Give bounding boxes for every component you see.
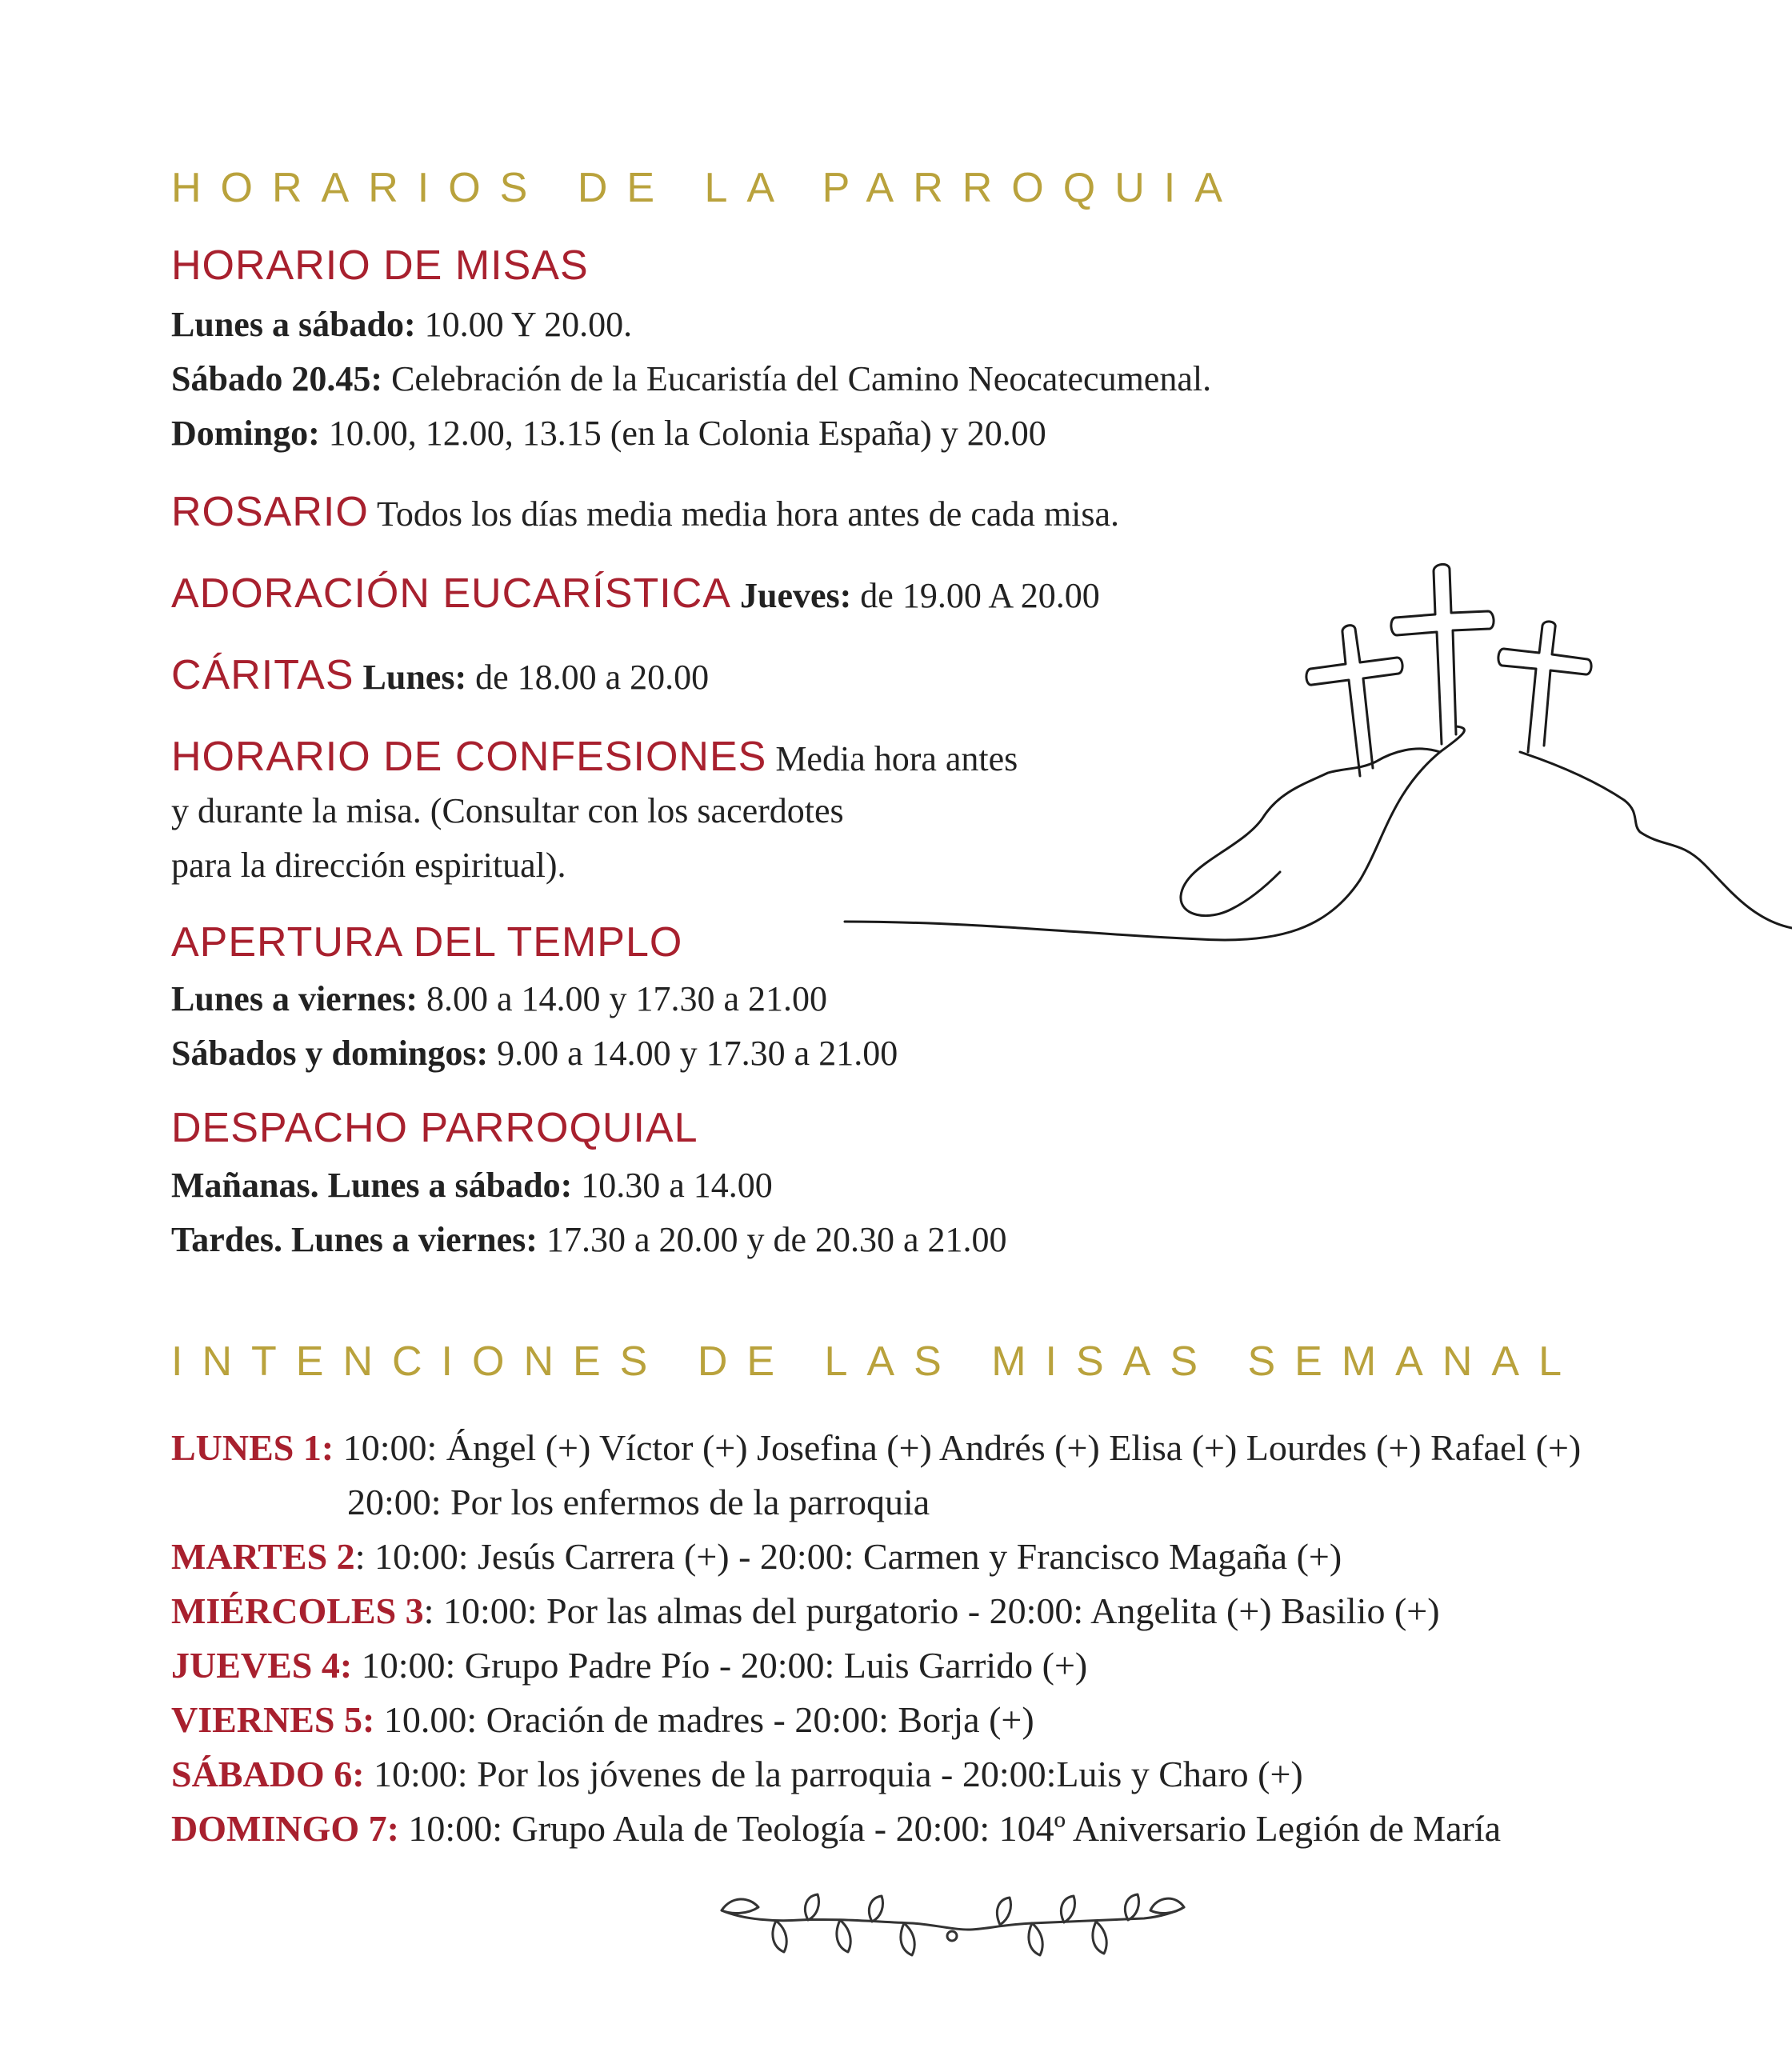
adoracion-label: Jueves:: [730, 576, 852, 615]
intencion-jueves-day: JUEVES 4:: [171, 1645, 353, 1686]
intencion-martes-day: MARTES 2: [171, 1536, 355, 1577]
intencion-sabado-day: SÁBADO 6:: [171, 1754, 365, 1794]
misas-line-1-text: 10.00 Y 20.00.: [415, 305, 633, 344]
intencion-domingo-day: DOMINGO 7:: [171, 1808, 399, 1849]
section-title-horarios: HORARIOS DE LA PARROQUIA: [171, 165, 1242, 211]
intencion-lunes-text: 10:00: Ángel (+) Víctor (+) Josefina (+) Andrés (+) Elisa (+) Lourdes (+) Rafael (+): [334, 1427, 1582, 1468]
intencion-viernes-day: VIERNES 5:: [171, 1699, 375, 1740]
apertura-line-2: [171, 1026, 898, 1081]
intencion-viernes: [171, 1693, 1034, 1747]
apertura-line-1: [171, 972, 827, 1026]
despacho-line-2-text: 17.30 a 20.00 y de 20.30 a 21.00: [537, 1220, 1007, 1259]
rosario-text: Todos los días media media hora antes de cada misa.: [368, 494, 1120, 534]
despacho-line-1-text: 10.30 a 14.00: [572, 1166, 773, 1205]
hill-outline: [1181, 749, 1440, 916]
intencion-martes: [171, 1530, 1342, 1584]
intencion-jueves: [171, 1638, 1087, 1693]
rosario-line: [171, 485, 1119, 542]
apertura-line-2-text: 9.00 a 14.00 y 17.30 a 21.00: [488, 1034, 898, 1073]
heading-confesiones: HORARIO DE CONFESIONES: [171, 734, 767, 780]
heading-caritas: CÁRITAS: [171, 652, 354, 698]
despacho-line-2-label: Tardes. Lunes a viernes:: [171, 1220, 538, 1259]
caritas-line: [171, 648, 709, 705]
heading-horario-misas: HORARIO DE MISAS: [171, 242, 589, 289]
hill-right-slope: [1520, 752, 1792, 928]
vine-ornament-icon: [712, 1878, 1192, 1974]
center-cross: [1391, 564, 1494, 744]
intencion-miercoles-day: MIÉRCOLES 3: [171, 1590, 424, 1631]
misas-line-2-text: Celebración de la Eucaristía del Camino Neocatecumenal.: [382, 359, 1212, 398]
intencion-jueves-text: 10:00: Grupo Padre Pío - 20:00: Luis Garrido (+): [352, 1645, 1088, 1686]
misas-line-1-label: Lunes a sábado:: [171, 305, 416, 344]
intencion-miercoles-text: : 10:00: Por las almas del purgatorio - 20:00: Angelita (+) Basilio (+): [423, 1590, 1440, 1631]
despacho-line-1-label: Mañanas. Lunes a sábado:: [171, 1166, 573, 1205]
intencion-domingo: [171, 1802, 1501, 1856]
intencion-sabado: [171, 1747, 1303, 1802]
misas-line-3: [171, 406, 1046, 461]
heading-adoracion: ADORACIÓN EUCARÍSTICA: [171, 570, 731, 617]
misas-line-2-label: Sábado 20.45:: [171, 359, 383, 398]
misas-line-1: [171, 298, 632, 352]
adoracion-text: de 19.00 A 20.00: [851, 576, 1100, 615]
apertura-line-1-label: Lunes a viernes:: [171, 979, 418, 1018]
intencion-lunes-continuation: 20:00: Por los enfermos de la parroquia: [347, 1482, 930, 1522]
confesiones-line-2: y durante la misa. (Consultar con los sacerdotes: [171, 791, 844, 830]
despacho-line-1: [171, 1158, 773, 1213]
heading-apertura: APERTURA DEL TEMPLO: [171, 919, 683, 966]
intencion-lunes-day: LUNES 1:: [171, 1427, 334, 1468]
misas-line-3-text: 10.00, 12.00, 13.15 (en la Colonia España) y 20.00: [319, 414, 1046, 453]
calvary-crosses-illustration: [832, 552, 1792, 968]
left-cross: [1306, 626, 1402, 776]
intencion-martes-text: : 10:00: Jesús Carrera (+) - 20:00: Carmen y Francisco Magaña (+): [354, 1536, 1342, 1577]
caritas-label: Lunes:: [354, 658, 467, 697]
heading-rosario: ROSARIO: [171, 489, 369, 535]
right-cross: [1498, 622, 1591, 752]
intencion-domingo-text: 10:00: Grupo Aula de Teología - 20:00: 104º Aniversario Legión de María: [398, 1808, 1502, 1849]
confesiones-text-1: Media hora antes: [766, 739, 1018, 778]
section-title-intenciones: INTENCIONES DE LAS MISAS SEMANAL: [171, 1338, 1582, 1385]
intencion-miercoles: [171, 1584, 1440, 1638]
heading-despacho: DESPACHO PARROQUIAL: [171, 1105, 698, 1151]
confesiones-line-3: para la dirección espiritual).: [171, 846, 566, 885]
misas-line-2: [171, 352, 1211, 406]
intencion-lunes: [171, 1421, 1581, 1475]
intencion-viernes-text: 10.00: Oración de madres - 20:00: Borja (+): [374, 1699, 1034, 1740]
misas-line-3-label: Domingo:: [171, 414, 320, 453]
intencion-sabado-text: 10:00: Por los jóvenes de la parroquia - 20:00:Luis y Charo (+): [364, 1754, 1303, 1794]
apertura-line-1-text: 8.00 a 14.00 y 17.30 a 21.00: [418, 979, 828, 1018]
apertura-line-2-label: Sábados y domingos:: [171, 1034, 489, 1073]
despacho-line-2: [171, 1213, 1007, 1267]
caritas-text: de 18.00 a 20.00: [466, 658, 710, 697]
